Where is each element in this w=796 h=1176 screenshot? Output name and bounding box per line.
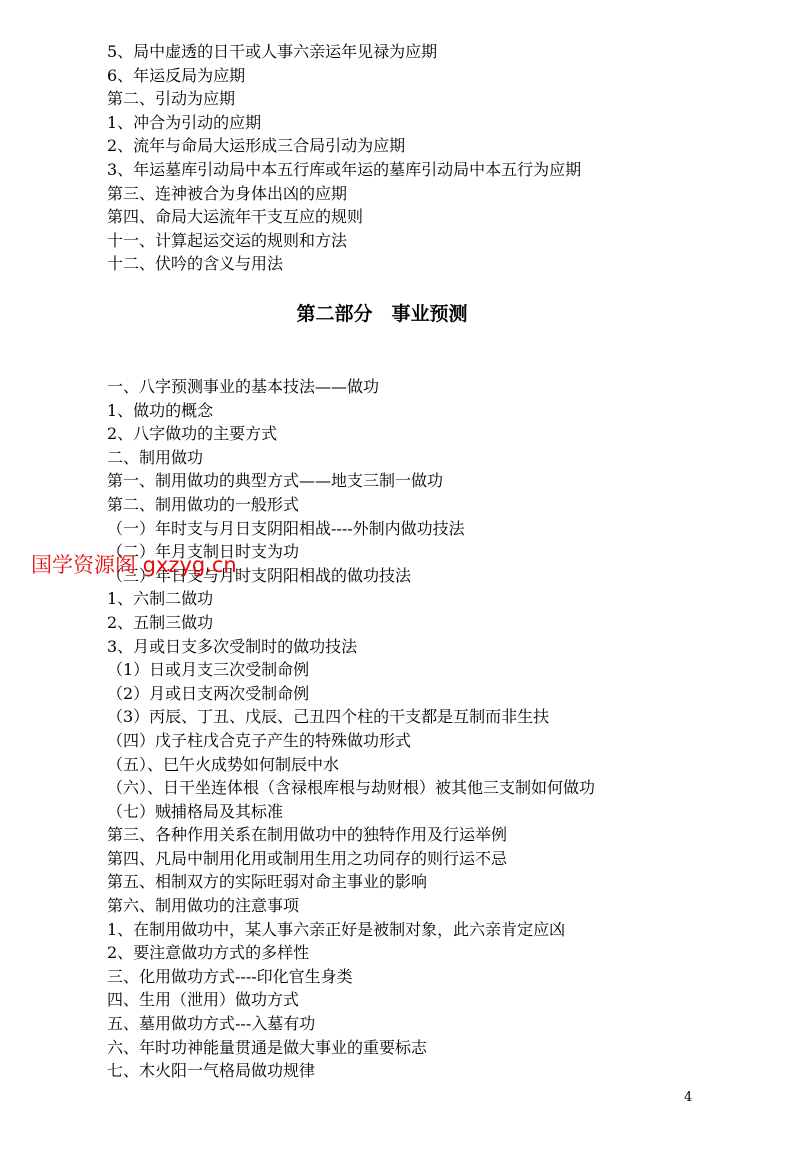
toc-line: 2、要注意做功方式的多样性 — [107, 943, 310, 963]
toc-line: （3）丙辰、丁丑、戊辰、己丑四个柱的干支都是互制而非生扶 — [107, 707, 550, 727]
toc-line: 第三、连神被合为身体出凶的应期 — [107, 183, 348, 203]
section-heading: 第二部分 事业预测 — [296, 303, 468, 325]
toc-line: （2）月或日支两次受制命例 — [107, 683, 310, 703]
toc-line: 5、局中虚透的日干或人事六亲运年见禄为应期 — [107, 42, 438, 61]
toc-line: （1）日或月支三次受制命例 — [107, 660, 310, 680]
toc-line: 六、年时功神能量贯通是做大事业的重要标志 — [107, 1037, 428, 1057]
toc-line: 第三、各种作用关系在制用做功中的独特作用及行运举例 — [107, 825, 508, 845]
toc-line: 6、年运反局为应期 — [107, 65, 246, 85]
toc-line: 第五、相制双方的实际旺弱对命主事业的影响 — [107, 872, 428, 892]
toc-line: 一、八字预测事业的基本技法——做功 — [107, 377, 380, 396]
toc-line: 第四、命局大运流年干支互应的规则 — [107, 207, 364, 227]
toc-line: 2、五制三做功 — [107, 612, 214, 632]
toc-line: （一）年时支与月日支阴阳相战----外制内做功技法 — [107, 518, 465, 538]
toc-line: 1、冲合为引动的应期 — [107, 112, 262, 132]
toc-line: （七）贼捕格局及其标准 — [107, 801, 284, 821]
toc-line: 第四、凡局中制用化用或制用生用之功同存的则行运不忌 — [107, 848, 508, 868]
toc-line: （五）、巳午火成势如何制辰中水 — [107, 754, 340, 774]
toc-line: 十二、伏吟的含义与用法 — [107, 254, 284, 274]
toc-line: 第二、引动为应期 — [107, 89, 236, 109]
toc-line: （六）、日干坐连体根（含禄根库根与劫财根）被其他三支制如何做功 — [107, 778, 596, 798]
toc-line: 3、月或日支多次受制时的做功技法 — [107, 636, 358, 656]
toc-line: 二、制用做功 — [107, 447, 204, 467]
toc-top-section — [107, 40, 756, 276]
toc-line: 第一、制用做功的典型方式——地支三制一做功 — [107, 471, 444, 491]
page-number: 4 — [684, 1090, 693, 1105]
toc-line: 2、八字做功的主要方式 — [107, 424, 278, 444]
toc-main-section — [107, 375, 756, 1083]
toc-line: 2、流年与命局大运形成三合局引动为应期 — [107, 136, 406, 156]
toc-line: （四）戊子柱戊合克子产生的特殊做功形式 — [107, 730, 412, 750]
toc-line: 1、在制用做功中，某人事六亲正好是被制对象，此六亲肯定应凶 — [107, 919, 566, 939]
toc-line: 四、生用（泄用）做功方式 — [107, 990, 300, 1010]
toc-line: 第六、制用做功的注意事项 — [107, 896, 300, 916]
toc-line: 十一、计算起运交运的规则和方法 — [107, 230, 348, 250]
toc-line: 三、化用做功方式----印化官生身类 — [107, 966, 353, 986]
toc-line: 七、木火阳一气格局做功规律 — [107, 1061, 316, 1081]
toc-line: 1、六制二做功 — [107, 589, 214, 609]
toc-line: （三）年日支与月时支阴阳相战的做功技法 — [107, 565, 412, 585]
toc-line: （二）年月支制日时支为功 — [107, 542, 300, 562]
toc-line: 1、做功的概念 — [107, 400, 214, 420]
toc-line: 五、墓用做功方式---入墓有功 — [107, 1014, 316, 1034]
toc-line: 第二、制用做功的一般形式 — [107, 494, 300, 514]
toc-line: 3、年运墓库引动局中本五行库或年运的墓库引动局中本五行为应期 — [107, 159, 582, 179]
watermark: 国学资源阁 gxzyg.cn — [31, 553, 237, 577]
